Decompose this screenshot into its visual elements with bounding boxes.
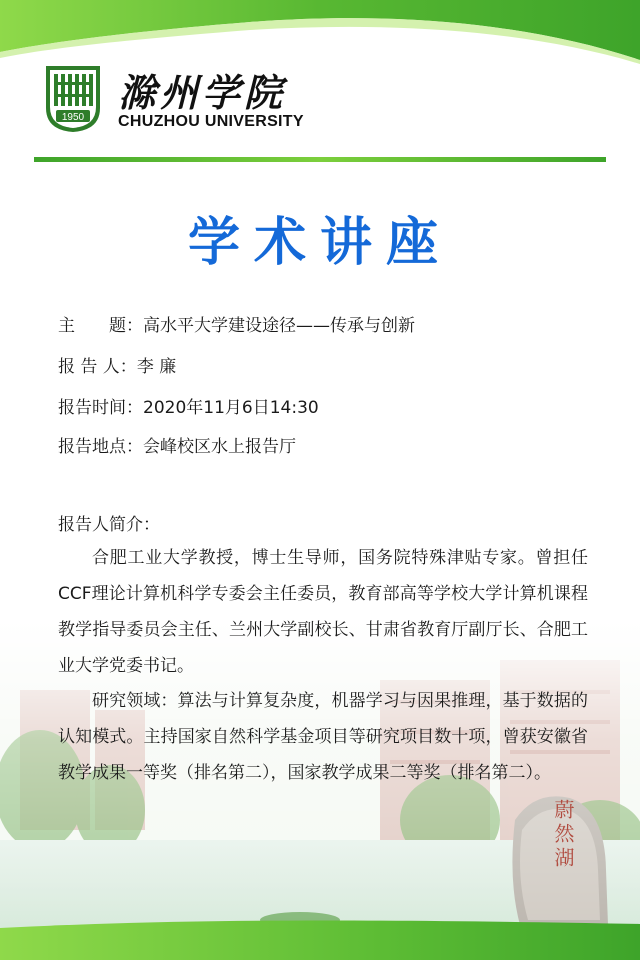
place-row bbox=[58, 432, 296, 457]
intro-paragraph-2: 研究领域：算法与计算复杂度，机器学习与因果推理，基于数据的认知模式。主持国家自然科学基金项目等研究项目数十项，曾获安徽省教学成果一等奖（排名第二），国家教学成果二等奖（排名第二）。 bbox=[58, 691, 588, 783]
intro-paragraph-1: 合肥工业大学教授，博士生导师，国务院特殊津贴专家。曾担任CCF理论计算机科学专委会主任委员，教育部高等学校大学计算机课程教学指导委员会主任、兰州大学副校长、甘肃省教育厅副厅长、合肥工业大学党委书记。 bbox=[58, 548, 588, 676]
place-value: 会峰校区水上报告厅 bbox=[143, 437, 296, 457]
university-logo bbox=[42, 58, 302, 138]
rock-inscription: 蔚然湖 bbox=[551, 799, 575, 871]
university-seal-icon bbox=[42, 64, 104, 134]
time-label: 报告时间： bbox=[58, 398, 143, 418]
bottom-green-band bbox=[0, 918, 640, 960]
topic-value: 高水平大学建设途径——传承与创新 bbox=[143, 316, 415, 336]
time-row bbox=[58, 393, 319, 418]
speaker-label: 报 告 人： bbox=[58, 357, 137, 377]
place-label: 报告地点： bbox=[58, 437, 143, 457]
time-value: 2020年11月6日14:30 bbox=[143, 398, 319, 418]
university-name-en: CHUZHOU UNIVERSITY bbox=[118, 113, 304, 130]
topic-row bbox=[58, 311, 415, 336]
speaker-value: 李 廉 bbox=[136, 357, 177, 377]
university-name-cn: 滁州学院 bbox=[118, 70, 287, 115]
seal-year: 1950 bbox=[61, 112, 85, 123]
header-divider bbox=[34, 157, 606, 162]
page-title: 学术讲座 bbox=[187, 213, 452, 273]
intro-heading: 报告人简介： bbox=[58, 515, 160, 535]
topic-label: 主 题： bbox=[58, 316, 143, 336]
speaker-row bbox=[58, 352, 176, 377]
